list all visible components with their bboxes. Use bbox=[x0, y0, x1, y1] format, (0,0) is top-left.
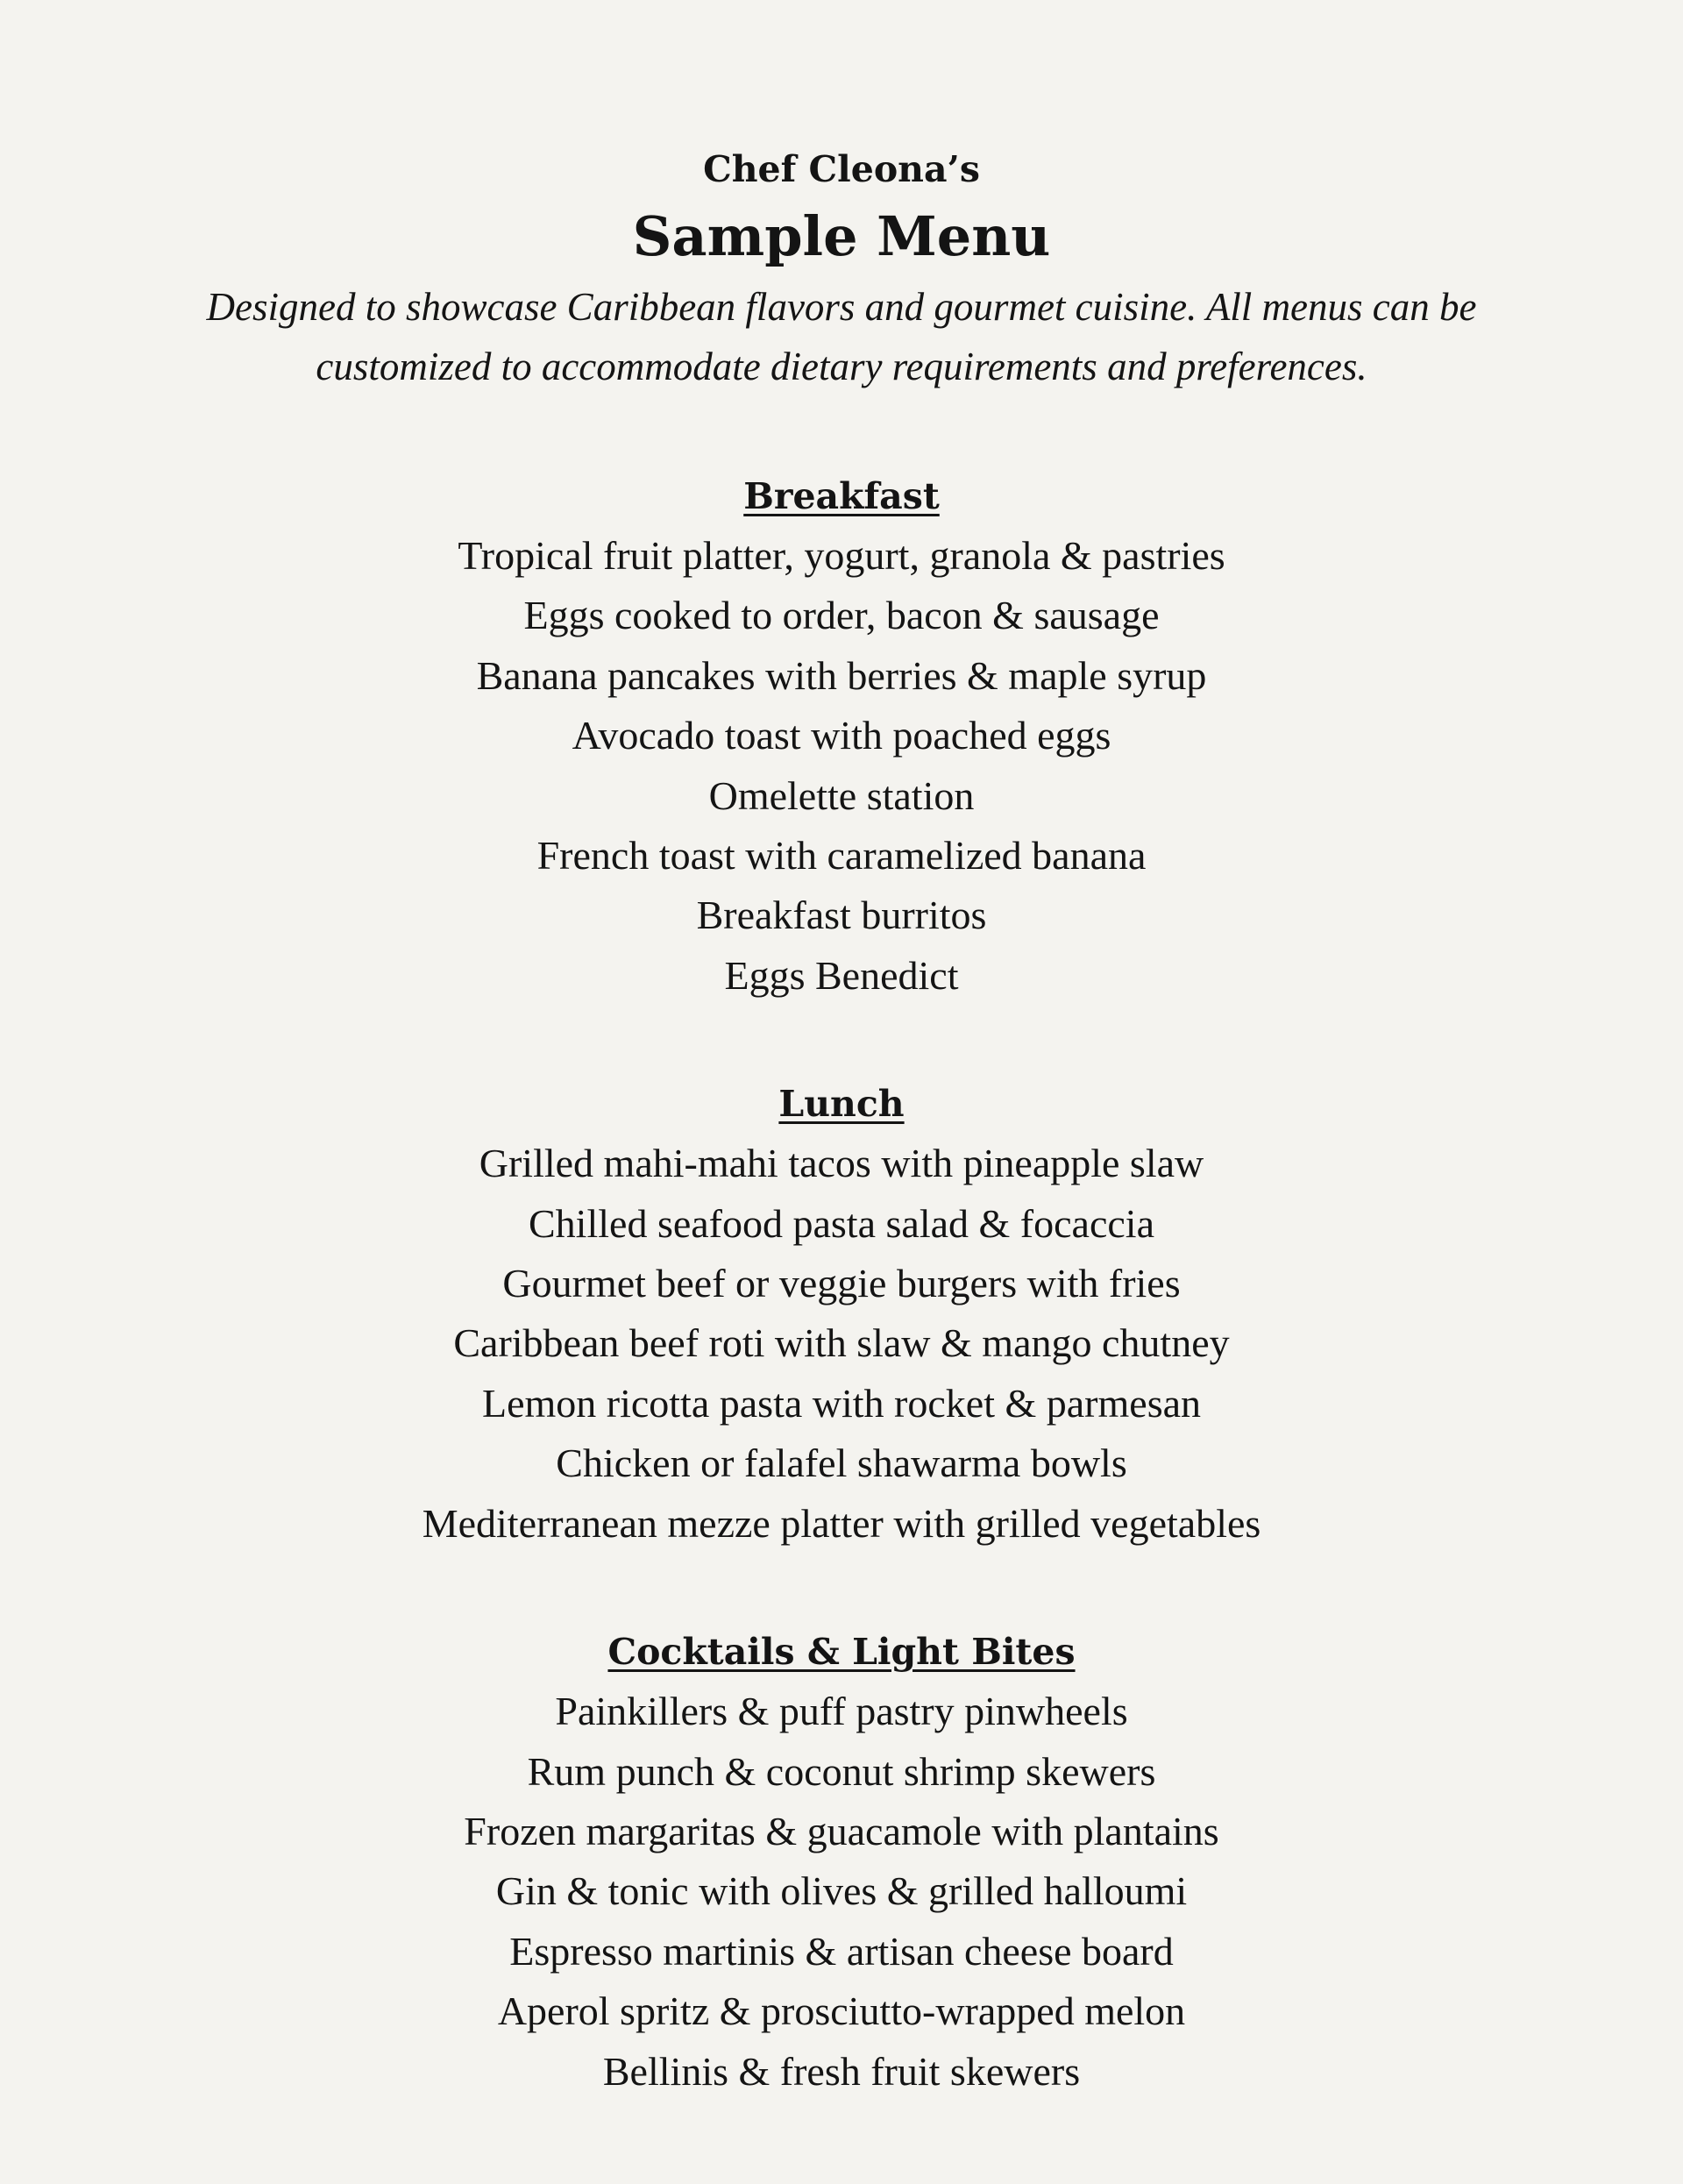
menu-item: Banana pancakes with berries & maple syrup bbox=[476, 652, 1207, 698]
menu-item: Caribbean beef roti with slaw & mango chutney bbox=[453, 1320, 1230, 1366]
section-title-lunch: Lunch bbox=[778, 1083, 905, 1126]
menu-item: Eggs cooked to order, bacon & sausage bbox=[523, 593, 1160, 638]
menu-item: Bellinis & fresh fruit skewers bbox=[602, 2048, 1081, 2094]
menu-item: French toast with caramelized banana bbox=[536, 833, 1147, 879]
menu-item: Mediterranean mezze platter with grilled vegetables bbox=[422, 1500, 1261, 1546]
menu-item: Eggs Benedict bbox=[724, 952, 959, 998]
menu-item: Avocado toast with poached eggs bbox=[572, 713, 1111, 758]
section-cocktails bbox=[0, 1622, 1683, 2102]
menu-item: Lemon ricotta pasta with rocket & parmesan bbox=[481, 1380, 1202, 1426]
menu-item: Chicken or falafel shawarma bowls bbox=[556, 1441, 1127, 1486]
menu-description: Designed to showcase Caribbean flavors and gourmet cuisine. All menus can be customized to accommodate dietary requirements and preferences. bbox=[206, 285, 1477, 388]
menu-item: Tropical fruit platter, yogurt, granola & pastries bbox=[458, 533, 1225, 578]
section-title-breakfast: Breakfast bbox=[743, 475, 940, 517]
menu-item: Omelette station bbox=[708, 772, 975, 818]
menu-item: Rum punch & coconut shrimp skewers bbox=[527, 1748, 1156, 1794]
menu-item: Gourmet beef or veggie burgers with fries bbox=[502, 1261, 1181, 1306]
page-title: Sample Menu bbox=[632, 204, 1051, 268]
lunch-item-list bbox=[0, 1134, 1683, 1554]
section-title-cocktails: Cocktails & Light Bites bbox=[607, 1631, 1076, 1674]
menu-item: Chilled seafood pasta salad & focaccia bbox=[529, 1200, 1154, 1246]
menu-item: Gin & tonic with olives & grilled halloumi bbox=[495, 1868, 1188, 1914]
chef-name: Chef Cleona’s bbox=[703, 148, 980, 190]
menu-item: Painkillers & puff pastry pinwheels bbox=[555, 1689, 1128, 1734]
menu-item: Breakfast burritos bbox=[696, 893, 987, 938]
menu-item: Espresso martinis & artisan cheese board bbox=[509, 1928, 1174, 1974]
section-breakfast bbox=[0, 466, 1683, 1006]
cocktails-item-list bbox=[0, 1682, 1683, 2102]
menu-item: Frozen margaritas & guacamole with plantains bbox=[464, 1808, 1219, 1853]
breakfast-item-list bbox=[0, 526, 1683, 1006]
section-lunch bbox=[0, 1074, 1683, 1554]
menu-item: Aperol spritz & prosciutto-wrapped melon bbox=[497, 1988, 1186, 2034]
menu-item: Grilled mahi-mahi tacos with pineapple slaw bbox=[479, 1141, 1204, 1186]
